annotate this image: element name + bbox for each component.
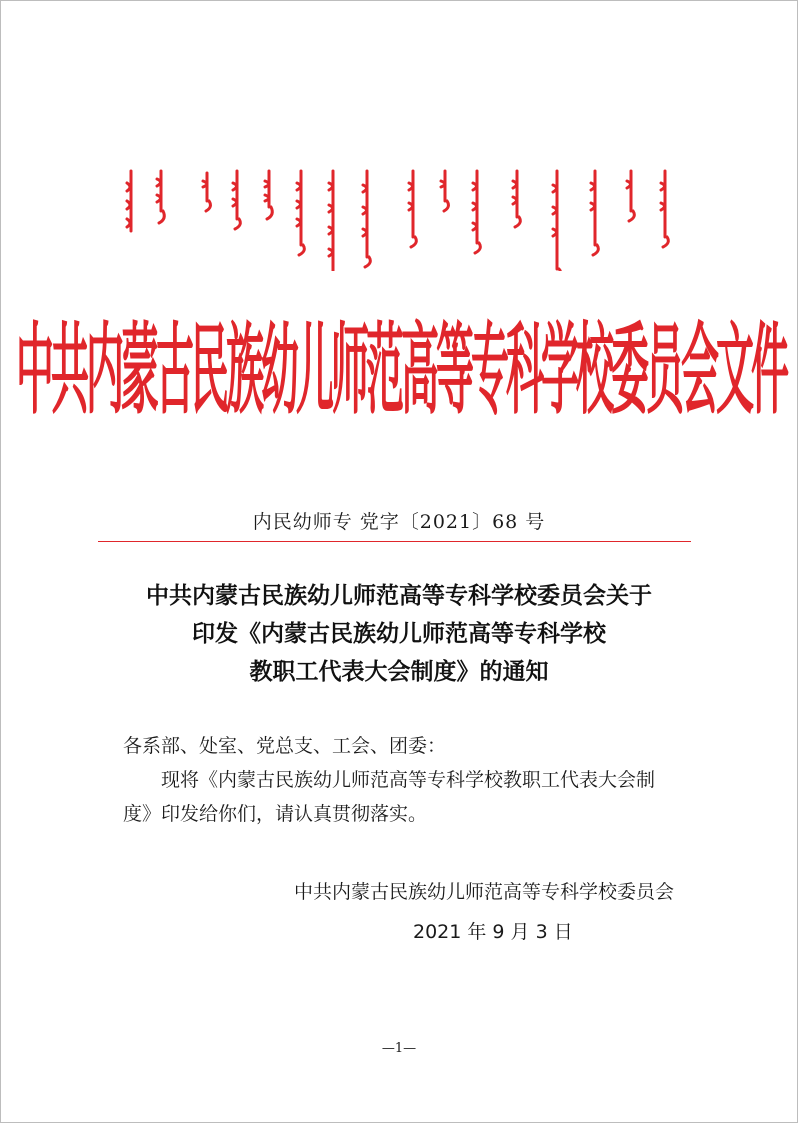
notice-title-line-2: 印发《内蒙古民族幼儿师范高等专科学校 [192,620,606,647]
notice-title [1,577,797,691]
signature-organization: 中共内蒙古民族幼儿师范高等专科学校委员会 [293,881,674,903]
page-number: —1— [381,1041,417,1056]
salutation: 各系部、处室、党总支、工会、团委： [123,735,447,757]
signature-date: 2021 年 9 月 3 日 [413,921,573,943]
body-paragraph: 现将《内蒙古民族幼儿师范高等专科学校教职工代表大会制度》印发给你们，请认真贯彻落实。 [123,769,656,825]
document-header-title: 中共内蒙古民族幼儿师范高等专科学校委员会文件 [16,309,787,427]
notice-title-line-3: 教职工代表大会制度》的通知 [249,658,549,685]
document-number: 内民幼师专 党字〔2021〕68 号 [252,511,546,533]
notice-title-line-1: 中共内蒙古民族幼儿师范高等专科学校委员会关于 [146,582,652,609]
red-divider-line [98,541,691,542]
notice-body [123,729,683,831]
